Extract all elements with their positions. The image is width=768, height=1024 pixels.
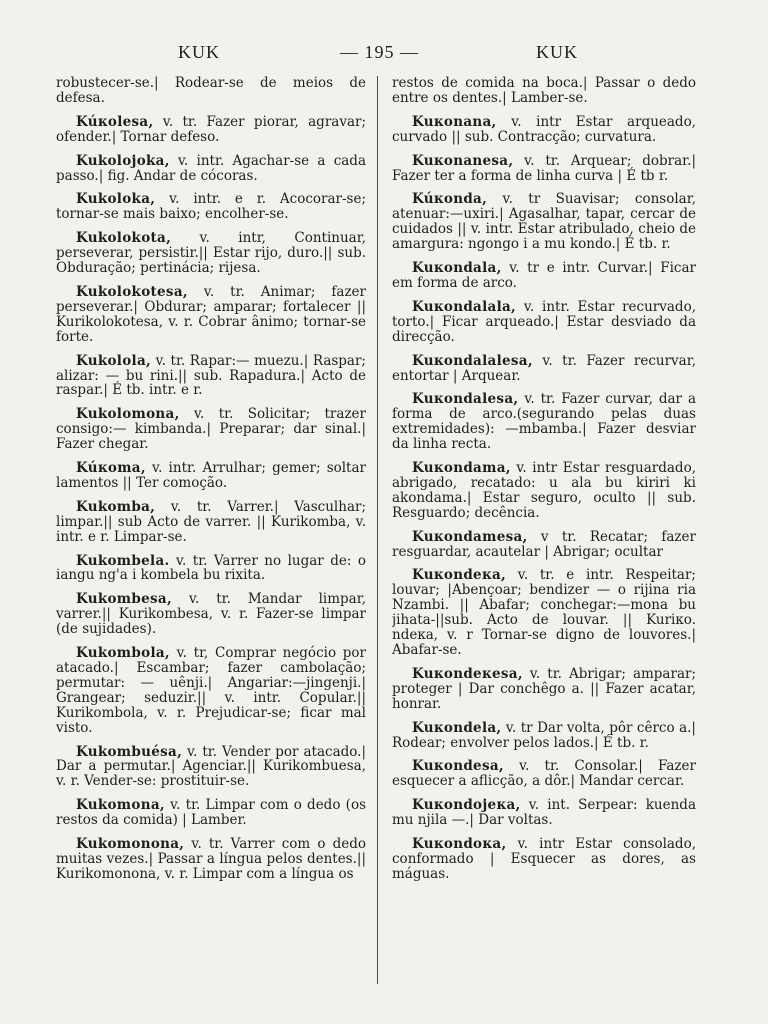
definition-text: v. intr Estar consolado, conformado | Esquecer as dores, as máguas. (392, 836, 696, 882)
headword: Kukolokotesa, (76, 283, 188, 300)
definition-text: v. intr. Estar recurvado, torto.| Ficar arqueado.| Estar desviado da direcção. (392, 298, 696, 345)
definition-text: v. tr. e intr. Respeitar; louvar; |Abençoar; bendizer — o rijina ria Nzambi. || Abafar; conchegar:—mona bu jihata-||sub. Acto de louvar. || Kuriкo. ndeкa, v. r Tornar-se digno de louvores.| Abafar-se. (392, 567, 696, 658)
dictionary-entry (56, 76, 366, 106)
dictionary-entry (56, 231, 366, 276)
headword: Kukomba, (76, 498, 156, 515)
headword: Kuкondela, (412, 719, 502, 736)
headword: Kukolojoka, (76, 152, 170, 169)
dictionary-entry (56, 500, 366, 545)
headword: Kuкondalesa, (412, 391, 519, 408)
dictionary-entry (392, 261, 696, 291)
dictionary-entry (56, 407, 366, 452)
headword: Kuкondeкa, (412, 567, 507, 584)
headword: Kuкondesa, (412, 758, 504, 775)
definition-text: v. intr. Agachar-se a cada passo.| fig. Andar de cócoras. (56, 152, 366, 184)
definition-text: v. tr, Comprar negócio por atacado.| Escambar; fazer cambolação; permutar: — uênji.| Angariar:—jingenji.| Grangear; seduzir.|| v. intr. Copular.|| Kurikombola, v. r. Prejudicar-se; ficar mal visto. (56, 645, 366, 736)
headword: Kukombuésa, (76, 743, 183, 760)
definition-text: v. tr. Consolar.| Fazer esquecer a aflicção, a dôr.| Mandar cercar. (392, 758, 696, 790)
dictionary-entry (392, 76, 696, 106)
headword: Kuкondoкa, (412, 836, 507, 853)
page-header (0, 40, 768, 66)
definition-text: v. tr. Animar; fazer perseverar.| Obdurar; amparar; fortalecer || Kurikolokotesa, v. r. Cobrar ânimo; tornar-se forte. (56, 283, 366, 345)
dictionary-entry (56, 354, 366, 399)
definition-text: restos de comida na boca.| Passar o dedo entre os dentes.| Lamber-se. (392, 76, 696, 106)
page-number: — 195 — (340, 42, 419, 62)
definition-text: v. tr. Solicitar; trazer consigo:— kimbanda.| Preparar; dar sinal.| Fazer chegar. (56, 406, 366, 453)
dictionary-entry (392, 154, 696, 184)
headword: Kukomona, (76, 797, 165, 814)
definition-text: v. tr. Rapar:— muezu.| Raspar; alizar: — bu rini.|| sub. Rapadura.| Acto de raspar.| É tb. intr. e r. (56, 352, 366, 399)
definition-text: v. tr. Mandar limpar, varrer.|| Kurikombesa, v. r. Fazer-se limpar (de sujidades). (56, 591, 366, 638)
dictionary-entry (392, 667, 696, 712)
headword: Kuкondamesa, (412, 528, 528, 545)
dictionary-entry (56, 461, 366, 491)
definition-text: v. intr Estar arqueado, curvado || sub. Contracção; curvatura. (392, 113, 696, 145)
dictionary-entry (392, 837, 696, 882)
definition-text: v. tr e intr. Curvar.| Ficar em forma de arco. (392, 260, 696, 291)
definition-text: v. tr. Arquear; dobrar.| Fazer ter a forma de linha curva | É tb r. (392, 152, 696, 184)
header-left-guideword: KUK (178, 42, 220, 62)
dictionary-entry (56, 798, 366, 828)
definition-text: robustecer-se.| Rodear-se de meios de defesa. (56, 76, 366, 106)
definition-text: v. tr. Limpar com o dedo (os restos da comida) | Lamber. (56, 797, 366, 829)
headword: Kukombela. (76, 552, 170, 569)
definition-text: v. intr, Continuar, perseverar, persistir.|| Estar rijo, duro.|| sub. Obduração; pertinácia; rijesa. (56, 230, 366, 277)
definition-text: v. intr. Arrulhar; gemer; soltar lamentos || Ter comoção. (56, 460, 366, 491)
definition-text: v. tr. Fazer piorar, agravar; ofender.| Tornar defeso. (56, 113, 366, 145)
dictionary-entry (392, 115, 696, 145)
definition-text: v. tr. Varrer.| Vasculhar; limpar.|| sub Acto de varrer. || Kurikomba, v. intr. e r. Limpar-se. (56, 498, 366, 545)
dictionary-entry (56, 837, 366, 882)
dictionary-entry (56, 154, 366, 184)
dictionary-entry (392, 798, 696, 828)
dictionary-entry (56, 285, 366, 345)
dictionary-entry (392, 461, 696, 521)
definition-text: v. tr. Fazer curvar, dar a forma de arco.(segurando pelas duas extremidades): —mbamba.| Fazer desviar da linha recta. (392, 391, 696, 453)
definition-text: v. tr. Fazer recurvar, entortar | Arquear. (392, 352, 696, 384)
dictionary-entry (56, 646, 366, 735)
headword: Kúкolesa, (76, 113, 154, 130)
headword: Kuкondalalesa, (412, 352, 533, 369)
dictionary-entry (392, 354, 696, 384)
headword: Kuкondojeкa, (412, 797, 521, 814)
dictionary-entry (392, 530, 696, 560)
definition-text: v. tr. Varrer no lugar de: o iangu ng'a i kombela bu rixita. (56, 552, 366, 584)
headword: Kuкonanesa, (412, 152, 514, 169)
headword: Kukoloka, (76, 191, 156, 208)
headword: Kuкondala, (412, 260, 502, 277)
definition-text: v. intr Estar resguardado, abrigado, recatado: u ala bu kiriri ki akondama.| Estar seguro, oculto || sub. Resguardo; decência. (392, 460, 696, 521)
dictionary-entry (56, 192, 366, 222)
dictionary-entry (392, 759, 696, 789)
headword: Kuкondeкesa, (412, 665, 523, 682)
dictionary-entry (392, 300, 696, 345)
right-column (392, 76, 696, 996)
headword: Kúкoma, (76, 460, 146, 477)
dictionary-entry (56, 554, 366, 584)
dictionary-entry (56, 115, 366, 145)
header-right-guideword: KUK (536, 42, 578, 62)
headword: Kukomonona, (76, 836, 185, 853)
definition-text: v. int. Serpear: kuenda mu njila —.| Dar voltas. (392, 797, 696, 829)
definition-text: v. tr. Abrigar; amparar; proteger | Dar conchêgo a. || Fazer acatar, honrar. (392, 665, 696, 712)
headword: Kukolola, (76, 352, 152, 369)
definition-text: v tr. Recatar; fazer resguardar, acautelar | Abrigar; ocultar (392, 528, 696, 560)
left-column (56, 76, 366, 996)
headword: Kuкondalala, (412, 298, 517, 315)
headword: Kúкonda, (412, 191, 488, 208)
definition-text: v. tr. Varrer com o dedo muitas vezes.| Passar a língua pelos dentes.|| Kurikomonona, v. r. Limpar com a língua os (56, 836, 366, 882)
column-divider (377, 76, 378, 984)
dictionary-entry (56, 592, 366, 637)
definition-text: v. intr. e r. Acocorar-se; tornar-se mais baixo; encolher-se. (56, 191, 366, 223)
definition-text: v. tr. Vender por atacado.| Dar a permutar.| Agenciar.|| Kurikombuesa, v. r. Vender-se: prostituir-se. (56, 743, 366, 790)
definition-text: v. tr Suavisar; consolar, atenuar:—uxiri.| Agasalhar, tapar, cercar de cuidados || v. intr. Estar atribulado, cheio de amargura: ngongo i a mu kondo.| É tb. r. (392, 191, 696, 253)
dictionary-entry (56, 745, 366, 790)
dictionary-entry (392, 192, 696, 252)
headword: Kukombola, (76, 645, 170, 662)
definition-text: v. tr Dar volta, pôr cêrco a.| Rodear; envolver pelos lados.| É tb. r. (392, 719, 696, 751)
dictionary-entry (392, 568, 696, 657)
dictionary-entry (392, 721, 696, 751)
headword: Kukolomona, (76, 406, 180, 423)
dictionary-entry (392, 392, 696, 452)
headword: Kukombesa, (76, 591, 172, 608)
headword: Kukolokota, (76, 230, 172, 247)
headword: Kuкondama, (412, 460, 511, 477)
headword: Kuкonana, (412, 113, 497, 130)
